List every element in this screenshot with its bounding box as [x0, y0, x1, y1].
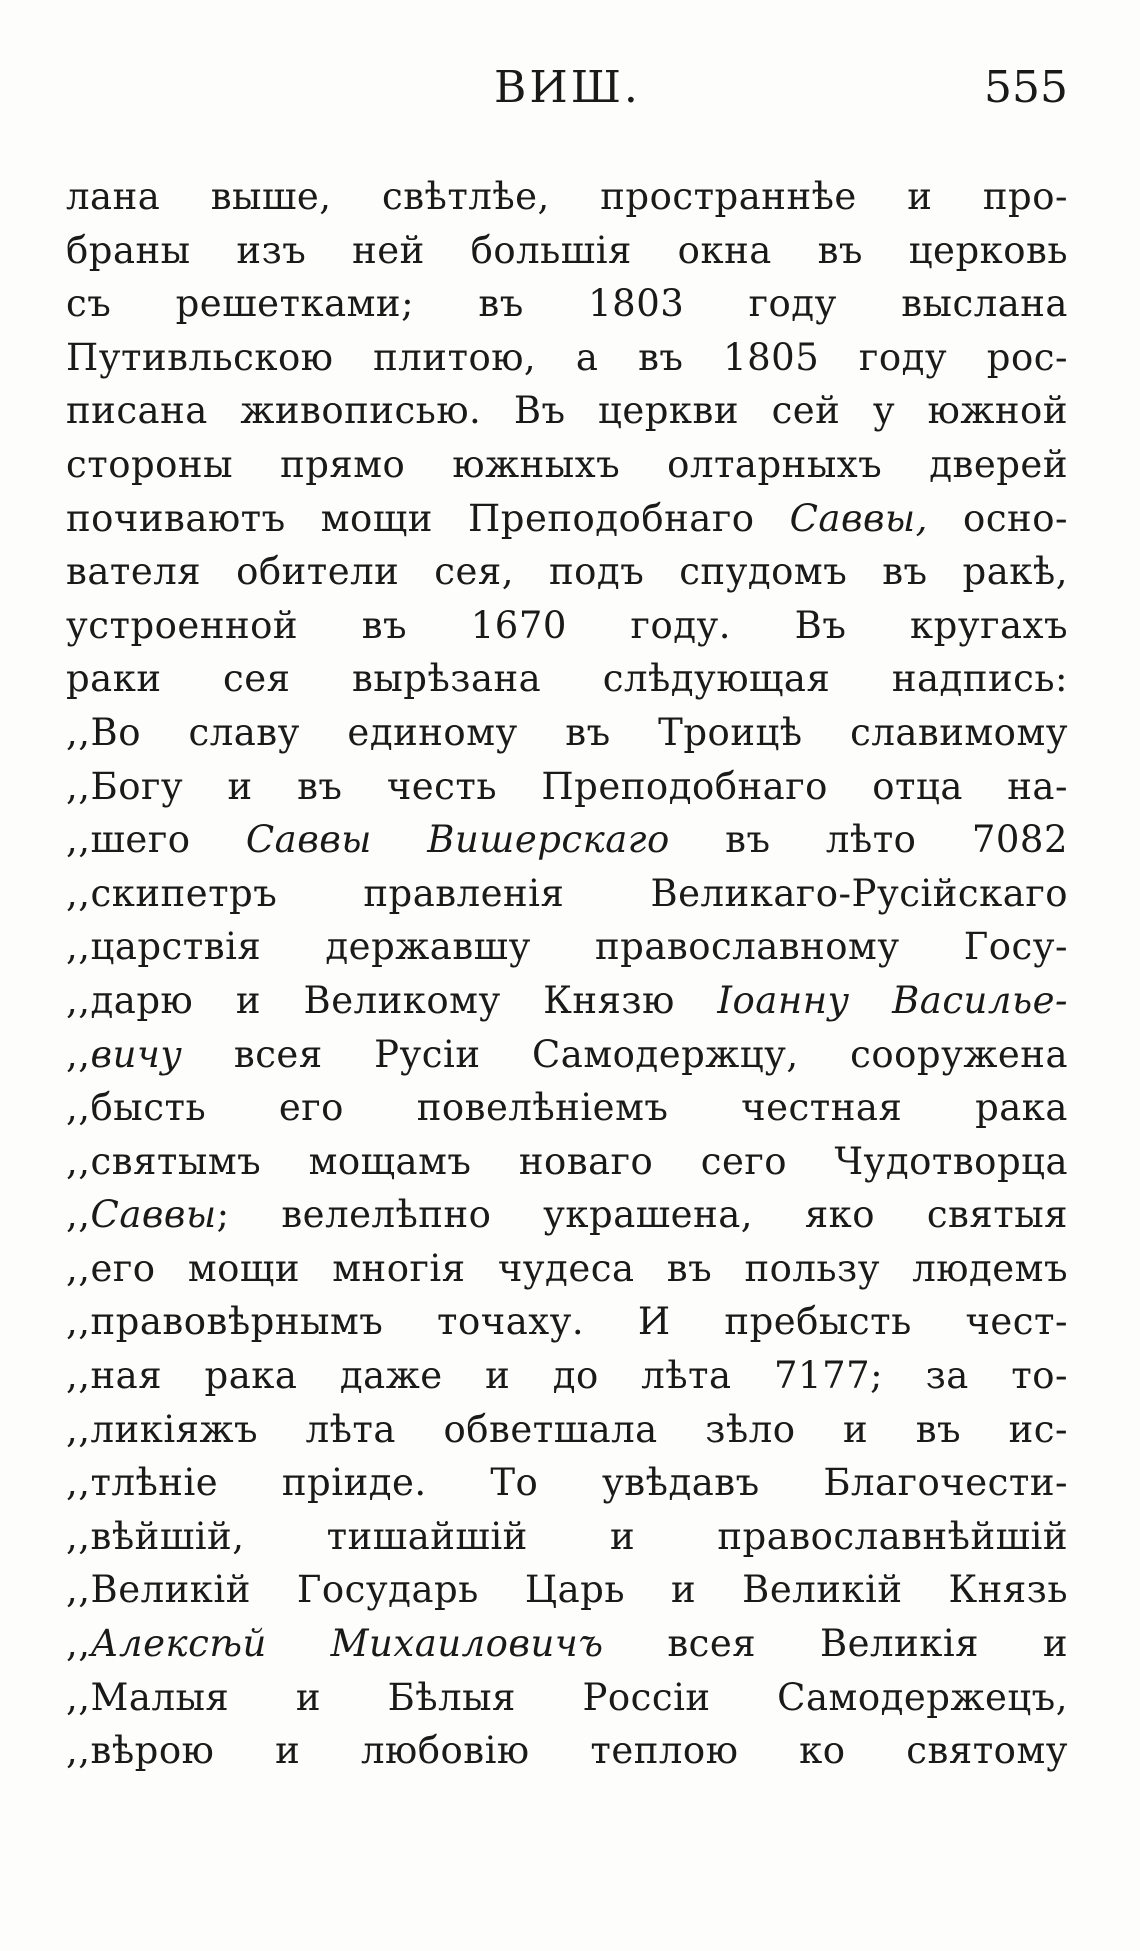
text-line [66, 706, 1068, 760]
text-line [66, 224, 1068, 278]
text-line [66, 277, 1068, 331]
text-line [66, 384, 1068, 438]
text-segment: ,,вѣйшій, тишайшій и православнѣйшій [66, 1514, 1068, 1558]
text-segment: ,,святымъ мощамъ новаго сего Чудотворца [66, 1139, 1068, 1183]
text-segment: почиваютъ мощи Преподобнаго [66, 496, 790, 540]
text-segment: ,,правовѣрнымъ точаху. И пребысть чест- [66, 1300, 1068, 1344]
text-segment: ,,Малыя и Бѣлыя Россіи Самодержецъ, [66, 1675, 1068, 1719]
text-line [66, 974, 1068, 1028]
running-head: ВИШ. [494, 62, 641, 113]
text-line [66, 1724, 1068, 1778]
text-segment: ,,бысть его повелѣніемъ честная рака [66, 1086, 1068, 1130]
text-line [66, 1510, 1068, 1564]
text-line [66, 1456, 1068, 1510]
text-segment: ,,его мощи многія чудеса въ пользу людемъ [66, 1246, 1068, 1290]
text-line [66, 760, 1068, 814]
text-segment: ,,царствія державшу православному Госу- [66, 925, 1068, 969]
text-segment: ,,скипетръ правленія Великаго-Русійскаго [66, 871, 1068, 915]
text-line [66, 1295, 1068, 1349]
text-segment: ,, [66, 1193, 91, 1237]
text-segment: вателя обители сея, подъ спудомъ въ ракѣ, [66, 550, 1068, 594]
text-line [66, 545, 1068, 599]
text-segment: ,,ликіяжъ лѣта обветшала зѣло и въ ис- [66, 1407, 1068, 1451]
text-line [66, 1617, 1068, 1671]
text-segment: ,, [66, 1032, 91, 1076]
italic-segment: Саввы [90, 1193, 217, 1237]
italic-segment: Алексѣй Михаиловичъ [90, 1622, 604, 1666]
text-segment: всея Русіи Самодержцу, сооружена [182, 1032, 1068, 1076]
italic-segment: Саввы Вишерскаго [245, 818, 670, 862]
text-segment: устроенной въ 1670 году. Въ кругахъ [66, 603, 1068, 647]
text-segment: стороны прямо южныхъ олтарныхъ дверей [66, 442, 1068, 486]
text-line [66, 652, 1068, 706]
text-line [66, 1081, 1068, 1135]
text-line [66, 1242, 1068, 1296]
text-line [66, 1403, 1068, 1457]
text-line [66, 1135, 1068, 1189]
text-line [66, 920, 1068, 974]
text-segment: ,,Во славу единому въ Троицѣ славимому [66, 710, 1068, 754]
italic-segment: Саввы, [789, 496, 928, 540]
text-line [66, 1188, 1068, 1242]
text-segment: писана живописью. Въ церкви сей у южной [66, 389, 1068, 433]
text-line [66, 438, 1068, 492]
text-line [66, 1349, 1068, 1403]
text-segment: ,,шего [66, 818, 246, 862]
page-header [62, 62, 1068, 122]
text-line [66, 1563, 1068, 1617]
text-line [66, 492, 1068, 546]
text-segment: Путивльскою плитою, а въ 1805 году рос- [66, 335, 1068, 379]
body-text [66, 170, 1068, 1778]
text-segment: браны изъ ней большія окна въ церковь [66, 228, 1068, 272]
text-line [66, 170, 1068, 224]
text-line [66, 867, 1068, 921]
text-segment: ,,дарю и Великому Князю [66, 978, 718, 1022]
text-segment: ,,тлѣніе пріиде. То увѣдавъ Благочести- [66, 1461, 1068, 1505]
text-segment: ,,Великій Государь Царь и Великій Князь [66, 1568, 1068, 1612]
text-segment: ,,ная рака даже и до лѣта 7177; за то- [66, 1354, 1068, 1398]
text-segment: осно- [927, 496, 1068, 540]
page-number: 555 [984, 62, 1068, 113]
text-line [66, 1028, 1068, 1082]
text-segment: раки сея вырѣзана слѣдующая надпись: [66, 657, 1068, 701]
text-segment: въ лѣто 7082 [669, 818, 1068, 862]
text-segment: съ решетками; въ 1803 году выслана [66, 282, 1068, 326]
italic-segment: Іоанну Василье- [717, 978, 1068, 1022]
text-segment: всея Великія и [603, 1622, 1068, 1666]
text-line [66, 599, 1068, 653]
text-line [66, 331, 1068, 385]
text-segment: ,,Богу и въ честь Преподобнаго отца на- [66, 764, 1068, 808]
text-segment: ,,вѣрою и любовію теплою ко святому [66, 1729, 1068, 1773]
text-line [66, 1671, 1068, 1725]
text-segment: ; велелѣпно украшена, яко святыя [216, 1193, 1068, 1237]
text-segment: ,, [66, 1622, 91, 1666]
text-segment: лана выше, свѣтлѣе, пространнѣе и про- [66, 175, 1068, 218]
italic-segment: вичу [90, 1032, 183, 1076]
text-line [66, 813, 1068, 867]
